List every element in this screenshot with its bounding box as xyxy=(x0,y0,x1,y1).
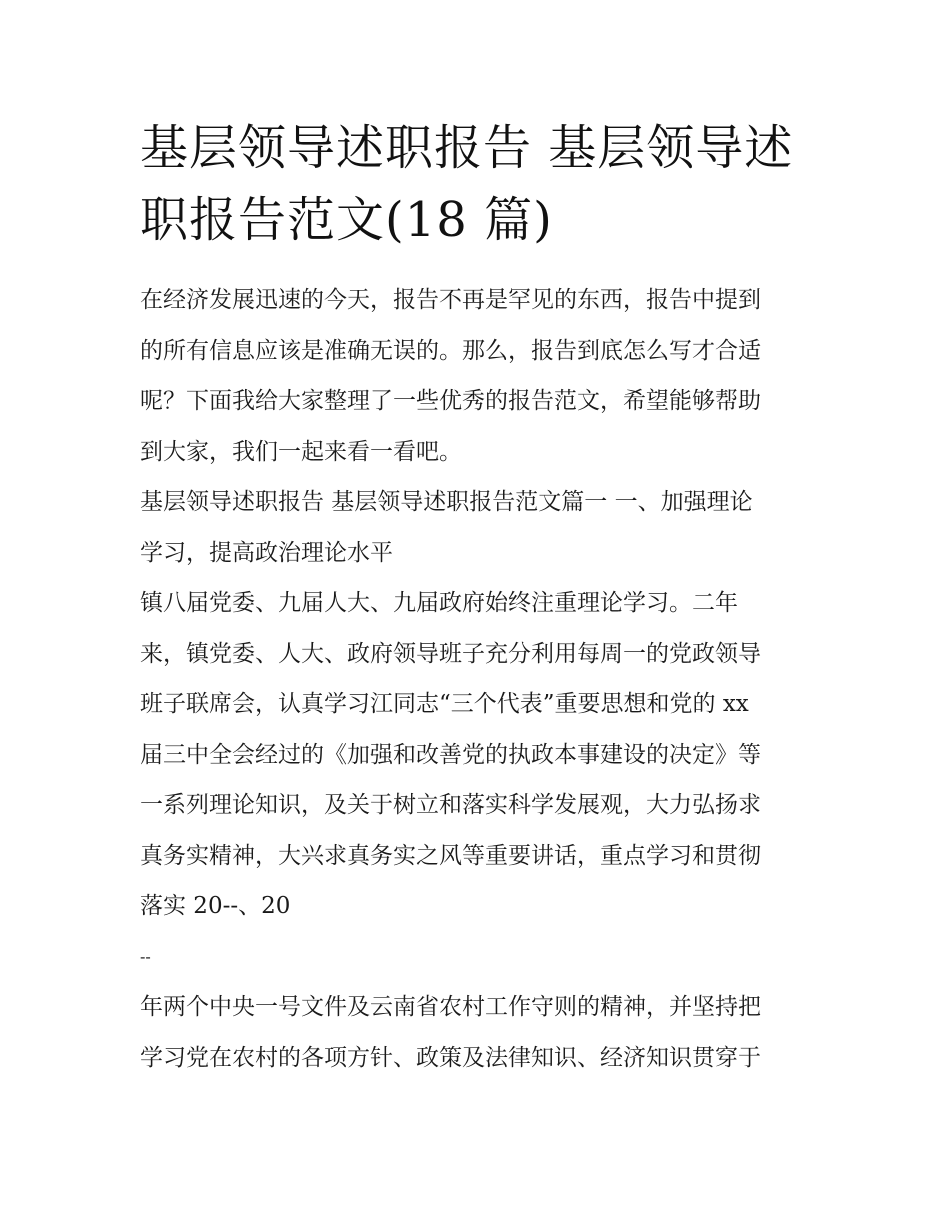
section-heading-line: 基层领导述职报告 基层领导述职报告范文篇一 一、加强理论 xyxy=(140,489,753,515)
body-line: 到大家，我们一起来看一看吧。 xyxy=(140,438,462,465)
body-line: 年两个中央一号文件及云南省农村工作守则的精神，并坚持把 xyxy=(140,994,761,1020)
document-title xyxy=(140,112,820,256)
body-line: 来，镇党委、人大、政府领导班子充分利用每周一的党政领导 xyxy=(140,640,761,667)
body-line: 在经济发展迅速的今天，报告不再是罕见的东西，报告中提到 xyxy=(140,287,761,313)
body-line: 镇八届党委、九届人大、九届政府始终注重理论学习。二年 xyxy=(140,590,738,616)
body-line: 届三中全会经过的《加强和改善党的执政本事建设的决定》等 xyxy=(140,741,761,768)
body-line: 真务实精神，大兴求真务实之风等重要讲话，重点学习和贯彻 xyxy=(140,842,761,869)
body-line: 学习党在农村的各项方针、政策及法律知识、经济知识贯穿于 xyxy=(140,1044,761,1071)
body-line: 呢？下面我给大家整理了一些优秀的报告范文，希望能够帮助 xyxy=(140,388,761,414)
body-line: -- xyxy=(140,946,151,966)
document-body xyxy=(140,275,820,1083)
section-heading-line: 学习，提高政治理论水平 xyxy=(140,539,393,566)
body-line: 班子联席会，认真学习江同志“三个代表”重要思想和党的 xx xyxy=(140,691,749,717)
title-line-2: 职报告范文(18 篇) xyxy=(140,192,553,248)
body-line: 落实 20--、20 xyxy=(140,893,291,919)
title-line-1: 基层领导述职报告 基层领导述 xyxy=(140,120,794,176)
body-line: 的所有信息应该是准确无误的。那么，报告到底怎么写才合适 xyxy=(140,337,761,364)
body-line: 一系列理论知识，及关于树立和落实科学发展观，大力弘扬求 xyxy=(140,792,761,818)
